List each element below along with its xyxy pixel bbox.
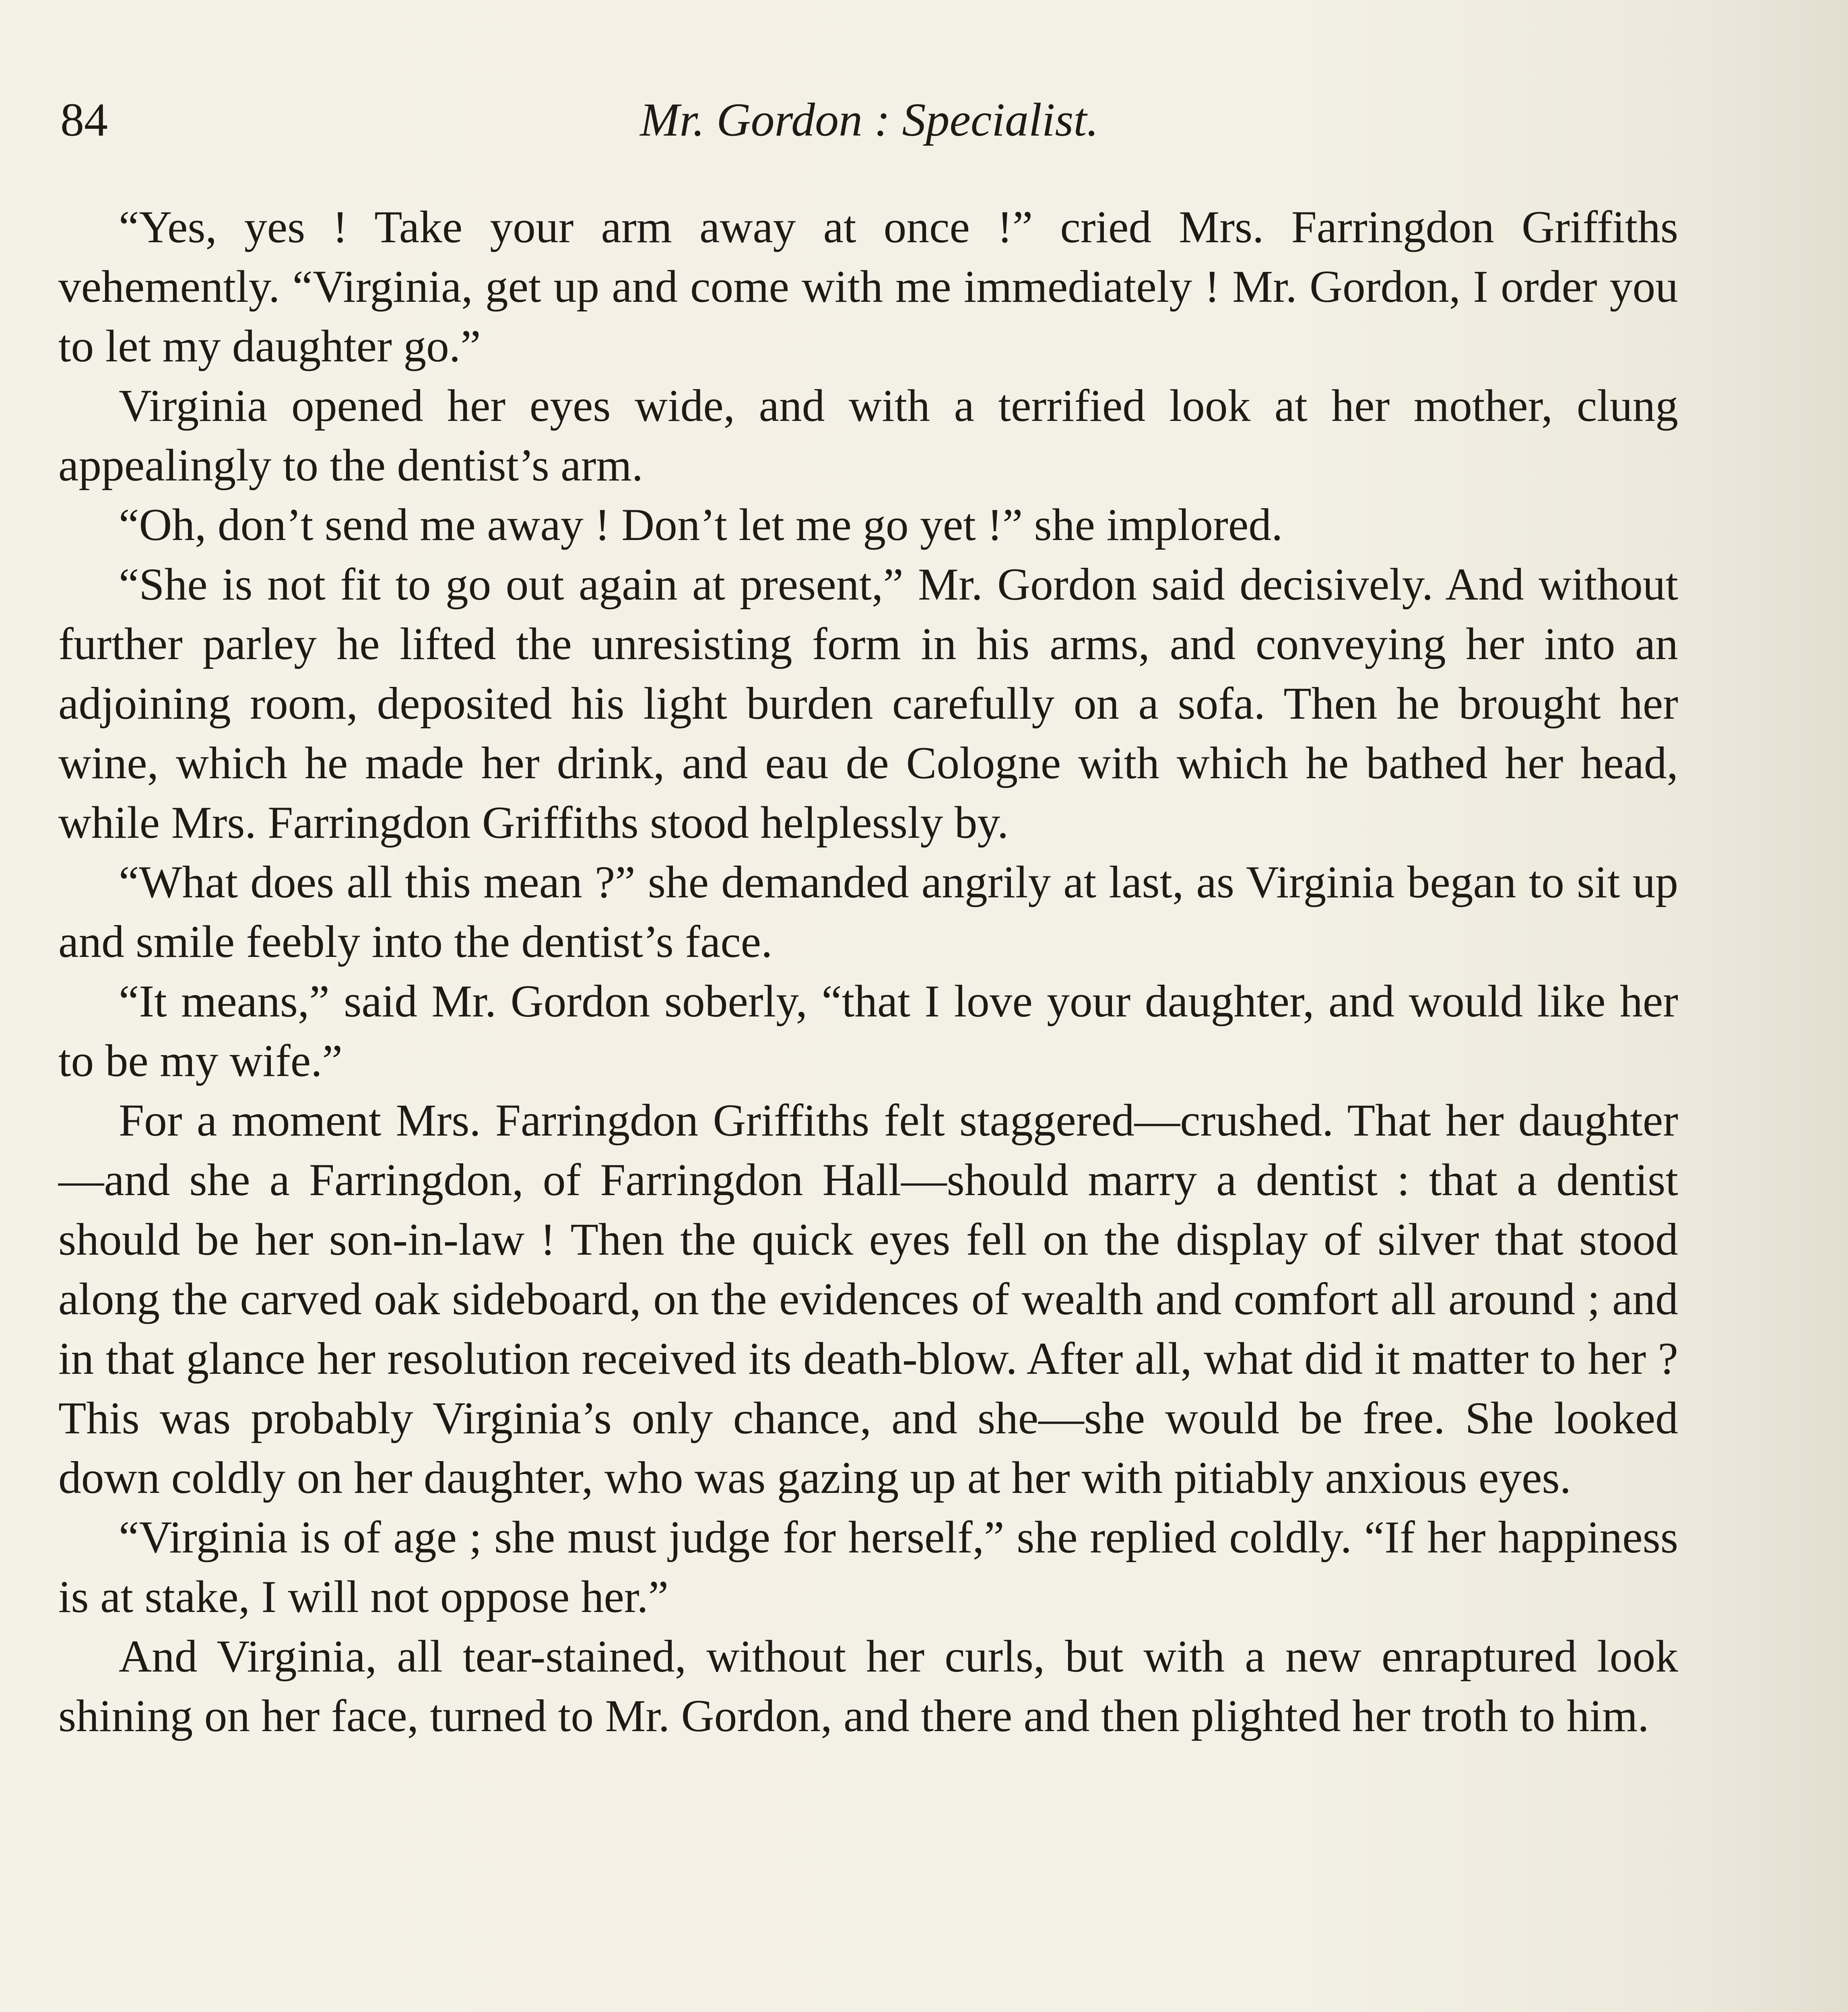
story-paragraph: And Virginia, all tear-stained, without her curls, but with a new enraptured look shining on her face, turned to Mr. Gordon, and there and then plighted her troth to him. bbox=[58, 1631, 1678, 1741]
story-paragraph: Virginia opened her eyes wide, and with a terrified look at her mother, clung appealingly to the dentist’s arm. bbox=[58, 380, 1678, 491]
story-text bbox=[58, 197, 1678, 1746]
story-paragraph: For a moment Mrs. Farringdon Griffiths felt staggered—crushed. That her daughter—and she a Farringdon, of Farringdon Hall—should marry a dentist : that a dentist should be her son-in-law ! Then the quick eyes fell on the display of silver that stood along the carved oak sideboard, on the evidences of wealth and comfort all around ; and in that glance her resolution received its death-blow. After all, what did it matter to her ? This was probably Virginia’s only chance, and she—she would be free. She looked down coldly on her daughter, who was gazing up at her with pitiably anxious eyes. bbox=[58, 1095, 1678, 1503]
story-paragraph: “Virginia is of age ; she must judge for herself,” she replied coldly. “If her happiness is at stake, I will not oppose her.” bbox=[58, 1512, 1678, 1622]
story-paragraph: “Yes, yes ! Take your arm away at once !” cried Mrs. Farringdon Griffiths vehemently. “Virginia, get up and come with me immediately ! Mr. Gordon, I order you to let my daughter go.” bbox=[58, 202, 1678, 371]
page-header bbox=[60, 85, 1678, 165]
page-number: 84 bbox=[60, 93, 108, 146]
story-paragraph: “It means,” said Mr. Gordon soberly, “that I love your daughter, and would like her to be my wife.” bbox=[58, 976, 1678, 1086]
running-title: Mr. Gordon : Specialist. bbox=[640, 93, 1099, 146]
story-paragraph: “Oh, don’t send me away ! Don’t let me go yet !” she implored. bbox=[119, 499, 1283, 550]
story-paragraph: “What does all this mean ?” she demanded angrily at last, as Virginia began to sit up and smile feebly into the dentist’s face. bbox=[58, 857, 1678, 967]
story-paragraph: “She is not fit to go out again at present,” Mr. Gordon said decisively. And without further parley he lifted the unresisting form in his arms, and conveying her into an adjoining room, deposited his light burden carefully on a sofa. Then he brought her wine, which he made her drink, and eau de Cologne with which he bathed her head, while Mrs. Farringdon Griffiths stood helplessly by. bbox=[58, 559, 1678, 848]
